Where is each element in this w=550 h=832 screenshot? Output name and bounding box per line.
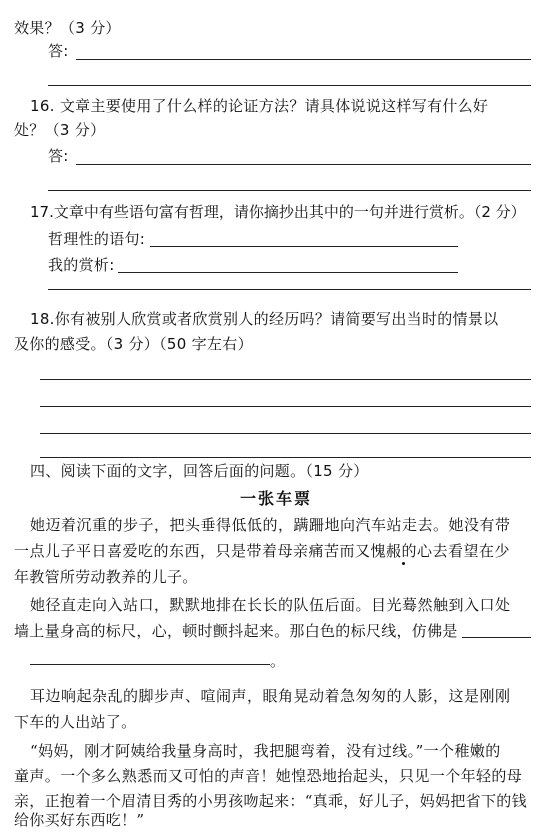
q18-text-cont: 及你的感受。（3 分）（50 字左右）	[14, 335, 253, 353]
q17-text: 17.文章中有些语句富有哲理，请你摘抄出其中的一句并进行赏析。（2 分）	[30, 203, 526, 221]
section-four-heading: 四、阅读下面的文字，回答后面的问题。（15 分）	[30, 462, 369, 480]
q16-answer-line-2[interactable]	[48, 190, 531, 191]
q15-answer-line-1[interactable]	[76, 59, 531, 60]
q15-tail: 效果？（3 分）	[14, 19, 121, 37]
q18-answer-line-2[interactable]	[40, 406, 531, 407]
q17-appreciation-label: 我的赏析:	[48, 256, 115, 274]
passage-line-6: 耳边响起杂乱的脚步声、喧闹声，眼角晃动着急匆匆的人影，这是刚刚	[30, 687, 511, 705]
q18-answer-line-1[interactable]	[40, 379, 531, 380]
passage-line-4: 她径直走向入站口，默默地排在长长的队伍后面。目光蓦然触到入口处	[30, 596, 511, 614]
passage-line-9: 童声。一个多么熟悉而又可怕的声音！她惶恐地抬起头，只见一个年轻的母	[14, 767, 523, 785]
q16-text: 16. 文章主要使用了什么样的论证方法？请具体说说这样写有什么好	[30, 97, 489, 115]
passage-title: 一张车票	[240, 489, 313, 508]
passage-line-1: 她迈着沉重的步子，把头垂得低低的，蹒跚地向汽车站走去。她没有带	[30, 516, 511, 534]
q15-answer-label: 答:	[48, 42, 69, 60]
q17-sentence-line[interactable]	[150, 246, 458, 247]
passage-line-8: “妈妈，刚才阿姨给我量身高时，我把腿弯着，没有过线。”一个稚嫩的	[30, 742, 501, 760]
emphasis-dot	[402, 562, 405, 565]
q16-text-cont: 处？（3 分）	[14, 121, 106, 139]
passage-line-7: 下车的人出站了。	[14, 713, 137, 731]
q18-text: 18.你有被别人欣赏或者欣赏别人的经历吗？请简要写出当时的情景以	[30, 310, 499, 328]
passage-blank-end: 。	[270, 652, 286, 670]
passage-line-11: 给你买好东西吃！”	[14, 811, 145, 829]
passage-line-3: 年教管所劳动教养的儿子。	[14, 568, 198, 586]
passage-line-2: 一点儿子平日喜爱吃的东西，只是带着母亲痛苦而又愧赧的心去看望在少	[14, 542, 511, 560]
q17-appreciation-line-2[interactable]	[48, 289, 531, 290]
q16-answer-line-1[interactable]	[76, 164, 531, 165]
passage-blank-line-2[interactable]	[30, 664, 270, 665]
passage-blank-line-1[interactable]	[462, 637, 531, 638]
q18-answer-line-3[interactable]	[40, 433, 531, 434]
q15-answer-line-2[interactable]	[48, 85, 531, 86]
passage-line-5: 墙上量身高的标尺，心，顿时颤抖起来。那白色的标尺线，仿佛是	[14, 622, 458, 640]
q18-answer-line-4[interactable]	[40, 457, 531, 458]
q16-answer-label: 答:	[48, 147, 69, 165]
q17-sentence-label: 哲理性的语句:	[48, 230, 146, 248]
passage-line-10: 亲，正抱着一个眉清目秀的小男孩吻起来：“真乖，好儿子，妈妈把省下的钱	[14, 792, 527, 810]
q17-appreciation-line-1[interactable]	[118, 272, 458, 273]
